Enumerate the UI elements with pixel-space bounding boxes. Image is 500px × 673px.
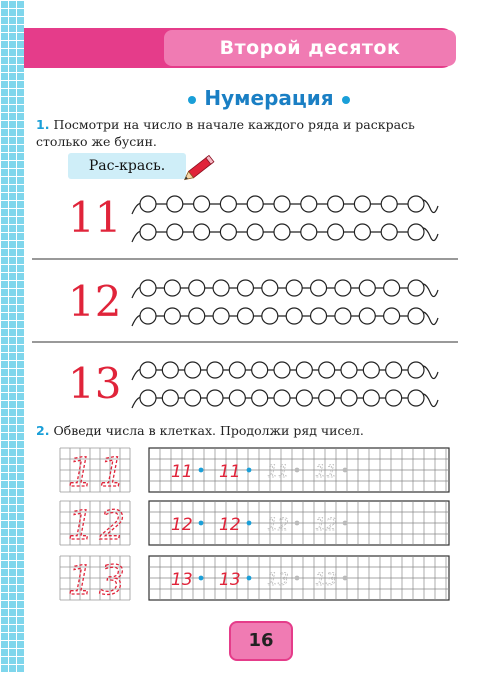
sample-cell [60,448,131,496]
dashed-number: 12 [267,515,289,535]
bead[interactable] [185,390,201,406]
bead[interactable] [363,362,379,378]
dashed-number: 12 [315,515,337,535]
page-header-title: Второй десяток [219,37,401,59]
traced-number: 11 [171,462,193,482]
traced-number: 12 [171,515,193,535]
bead[interactable] [140,280,156,296]
sample-cell [60,556,131,604]
bead[interactable] [167,224,183,240]
bead[interactable] [274,362,290,378]
dashed-number: 11 [315,462,337,482]
bead[interactable] [328,224,344,240]
bead[interactable] [237,308,253,324]
separator-dot [247,468,252,473]
bead[interactable] [354,224,370,240]
bead[interactable] [194,224,210,240]
trace-row [60,501,449,549]
traced-number: 13 [219,570,241,590]
bead[interactable] [319,390,335,406]
bead[interactable] [247,196,263,212]
bead[interactable] [247,224,263,240]
grid-strip-decoration [0,0,24,673]
bead[interactable] [189,308,205,324]
bead[interactable] [262,308,278,324]
bead[interactable] [252,362,268,378]
bead[interactable] [237,280,253,296]
sample-trace-number: 13 [68,558,131,604]
bead[interactable] [328,196,344,212]
dashed-number: 13 [315,570,337,590]
bead[interactable] [286,280,302,296]
bead-string [132,224,438,242]
color-instruction-label: Рас-крась. [68,153,186,179]
bead[interactable] [213,308,229,324]
task-text: Посмотри на число в начале каждого ряда и раскрась столько же бусин. [36,117,415,149]
separator-dot [247,521,252,526]
bead[interactable] [262,280,278,296]
sample-trace-number: 11 [68,450,131,496]
bead[interactable] [408,224,424,240]
bead[interactable] [286,308,302,324]
row-number-11: 11 [68,193,122,242]
bead[interactable] [207,390,223,406]
bead[interactable] [386,390,402,406]
task-number: 2. [36,423,50,438]
separator-dot [295,468,300,473]
bead[interactable] [301,224,317,240]
section-title-text: Нумерация [204,86,334,110]
bead[interactable] [408,196,424,212]
bead[interactable] [408,308,424,324]
bead[interactable] [167,196,183,212]
bead[interactable] [384,280,400,296]
trace-grid [149,501,449,545]
bead[interactable] [386,362,402,378]
bead[interactable] [335,280,351,296]
separator-dot [343,468,348,473]
bead[interactable] [252,390,268,406]
bead[interactable] [229,362,245,378]
bead[interactable] [311,280,327,296]
bead[interactable] [140,362,156,378]
row-number-12: 12 [68,277,122,326]
trace-row [60,556,449,604]
page [24,0,500,673]
bead-string [132,196,438,214]
traced-number: 13 [171,570,193,590]
bead[interactable] [220,196,236,212]
sample-trace-number: 12 [68,503,131,549]
trace-grid [149,556,449,600]
separator-dot [247,576,252,581]
bead[interactable] [185,362,201,378]
bead[interactable] [381,224,397,240]
bead[interactable] [162,390,178,406]
bead[interactable] [274,196,290,212]
bead[interactable] [140,308,156,324]
bead[interactable] [296,362,312,378]
bead[interactable] [164,280,180,296]
bead[interactable] [359,308,375,324]
bead[interactable] [335,308,351,324]
bead[interactable] [408,390,424,406]
separator-dot [295,521,300,526]
bead[interactable] [408,362,424,378]
separator-dot [199,521,204,526]
separator-dot [199,576,204,581]
bead[interactable] [140,196,156,212]
exercise-canvas [24,0,500,673]
bead[interactable] [162,362,178,378]
bead[interactable] [354,196,370,212]
bead[interactable] [296,390,312,406]
bead[interactable] [381,196,397,212]
separator-dot [295,576,300,581]
bead[interactable] [164,308,180,324]
bead[interactable] [194,196,210,212]
bead-string [132,390,438,408]
bead[interactable] [220,224,236,240]
bead-string [132,308,438,326]
bead[interactable] [341,362,357,378]
bead[interactable] [140,390,156,406]
task-2 [36,422,466,439]
bead[interactable] [311,308,327,324]
row-number-13: 13 [68,359,122,408]
page-number: 16 [229,621,293,661]
bead[interactable] [274,390,290,406]
trace-row [60,448,449,496]
bead-string [132,280,438,298]
separator-dot [343,576,348,581]
bead[interactable] [274,224,290,240]
bead[interactable] [140,224,156,240]
bead[interactable] [189,280,205,296]
bead[interactable] [363,390,379,406]
traced-number: 12 [219,515,241,535]
sample-cell [60,501,131,549]
bead[interactable] [319,362,335,378]
bead[interactable] [213,280,229,296]
bead[interactable] [359,280,375,296]
dashed-number: 11 [267,462,289,482]
bead[interactable] [229,390,245,406]
separator-dot [199,468,204,473]
task-text: Обведи числа в клетках. Продолжи ряд чисел. [53,423,364,438]
traced-number: 11 [219,462,241,482]
bead[interactable] [341,390,357,406]
bead[interactable] [207,362,223,378]
bead[interactable] [384,308,400,324]
trace-grid [149,448,449,492]
dashed-number: 13 [267,570,289,590]
bead[interactable] [301,196,317,212]
bead[interactable] [408,280,424,296]
separator-dot [343,521,348,526]
bead-string [132,362,438,380]
task-number: 1. [36,117,50,132]
